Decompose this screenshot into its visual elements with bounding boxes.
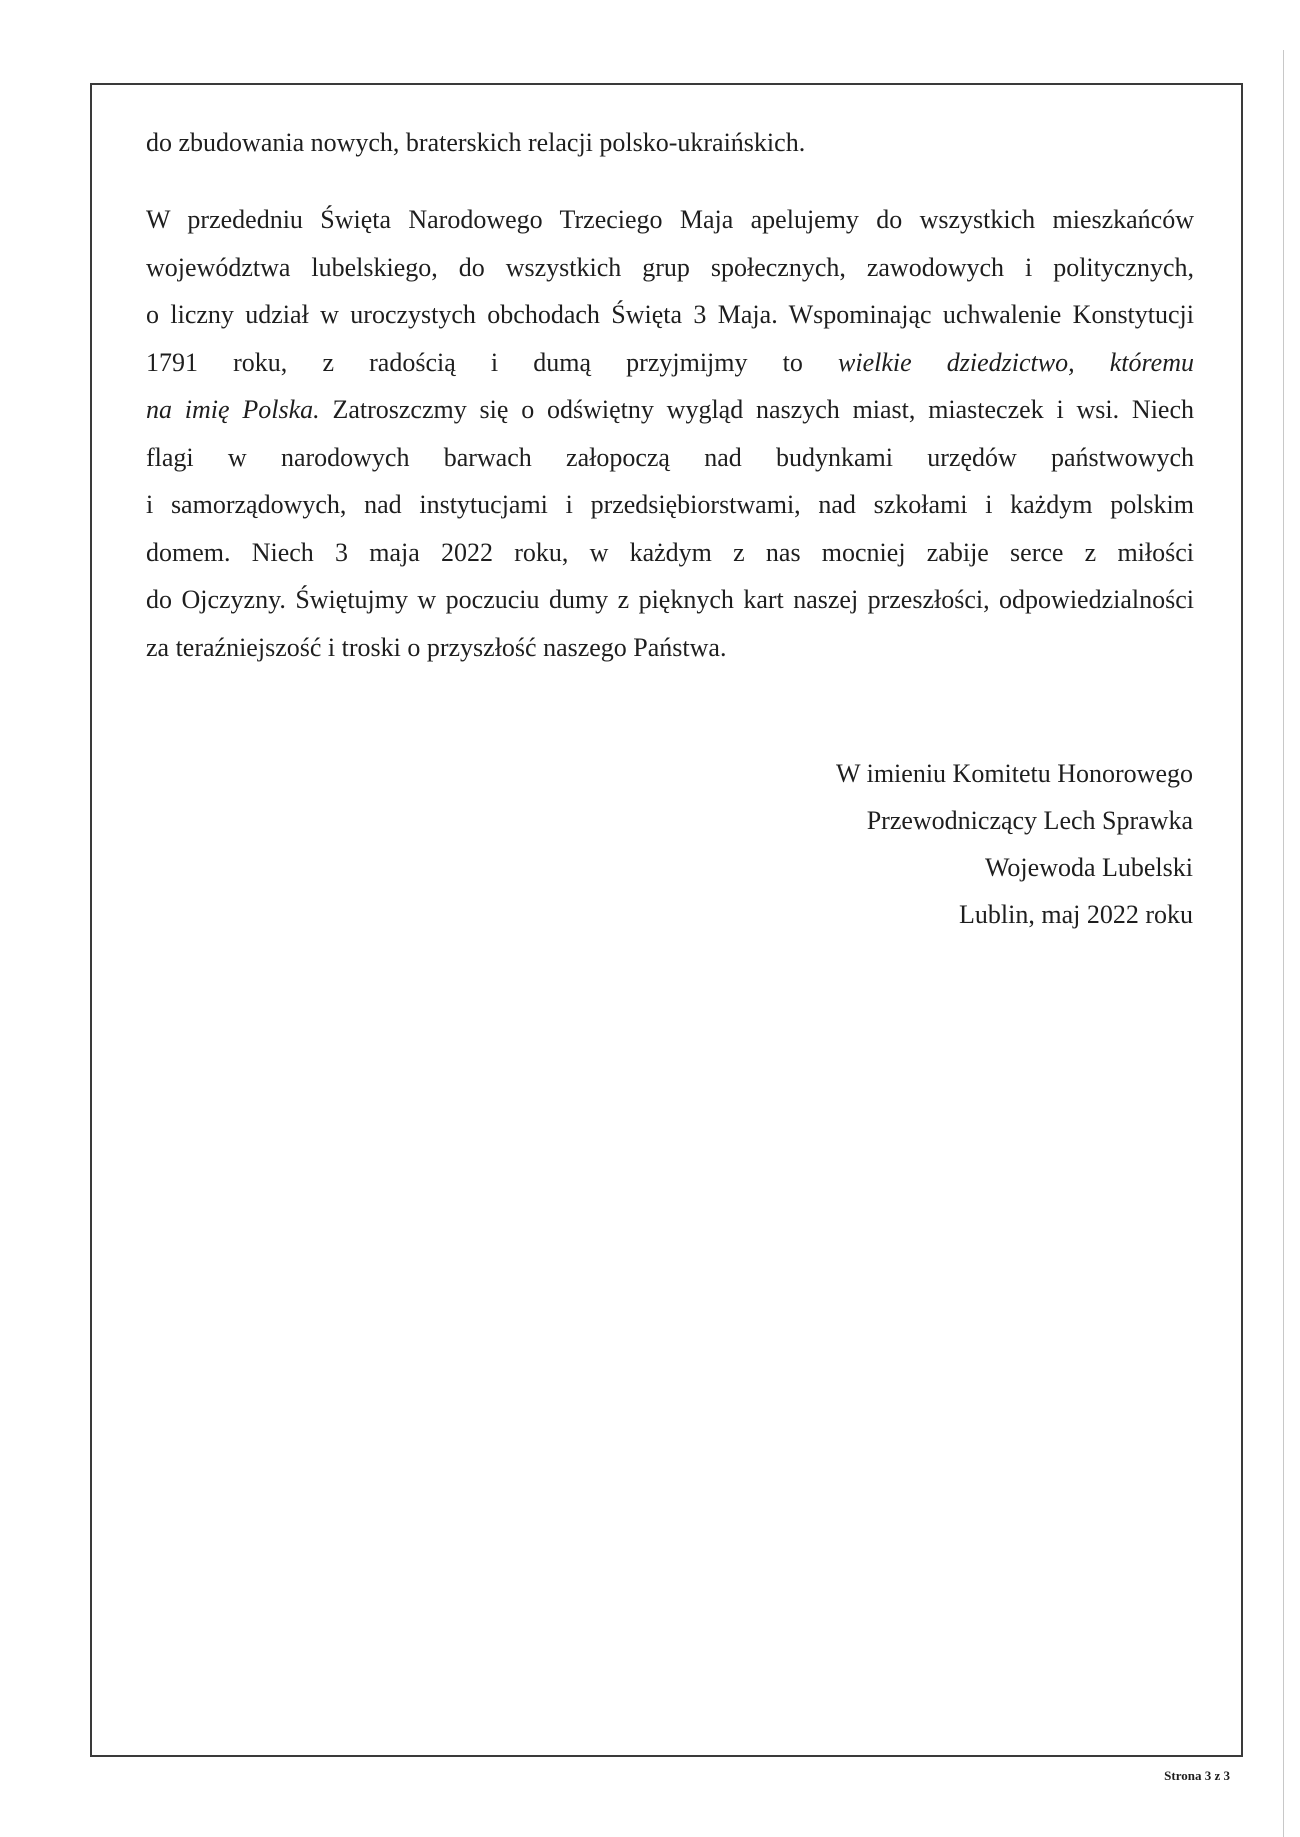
text-line: i samorządowych, nad instytucjami i przedsiębiorstwami, nad szkołami i każdym polskim	[146, 490, 1194, 519]
intro-line	[146, 119, 1194, 167]
text-line: flagi w narodowych barwach załopoczą nad budynkami urzędów państwowych	[146, 442, 1194, 472]
italic-segment: wielkie dziedzictwo, któremu	[838, 347, 1194, 377]
italic-segment: na imię Polska.	[146, 395, 320, 424]
text-line: do Ojczyzny. Świętujmy w poczuciu dumy z pięknych kart naszej przeszłości, odpowiedzialności	[146, 585, 1194, 614]
text-line-mixed	[146, 339, 1194, 387]
text-line: do zbudowania nowych, braterskich relacji polsko-ukraińskich.	[146, 128, 806, 157]
signature-line: Wojewoda Lubelski	[984, 853, 1193, 882]
text-segment: Zatroszczmy się o odświętny wygląd naszych miast, miasteczek i wsi. Niech	[332, 395, 1195, 424]
text-line-mixed	[146, 386, 1194, 434]
scan-edge-line	[1283, 50, 1284, 1837]
text-line: domem. Niech 3 maja 2022 roku, w każdym z nas mocniej zabije serce z miłości	[146, 537, 1194, 567]
text-line: W przededniu Święta Narodowego Trzeciego Maja apelujemy do wszystkich mieszkańców	[146, 205, 1194, 234]
page-number: Strona 3 z 3	[1164, 1768, 1230, 1783]
text-line: o liczny udział w uroczystych obchodach Święta 3 Maja. Wspominając uchwalenie Konstytucji	[146, 300, 1194, 329]
signature-line: Przewodniczący Lech Sprawka	[866, 806, 1193, 835]
signature-line: Lublin, maj 2022 roku	[959, 900, 1193, 929]
signature-block	[836, 750, 1193, 938]
text-line: województwa lubelskiego, do wszystkich grup społecznych, zawodowych i politycznych,	[146, 252, 1194, 282]
text-segment: 1791 roku, z radością i dumą przyjmijmy to	[146, 347, 803, 377]
appeal-paragraph	[146, 196, 1194, 671]
signature-line: W imieniu Komitetu Honorowego	[836, 759, 1193, 788]
text-line: za teraźniejszość i troski o przyszłość naszego Państwa.	[146, 632, 727, 662]
